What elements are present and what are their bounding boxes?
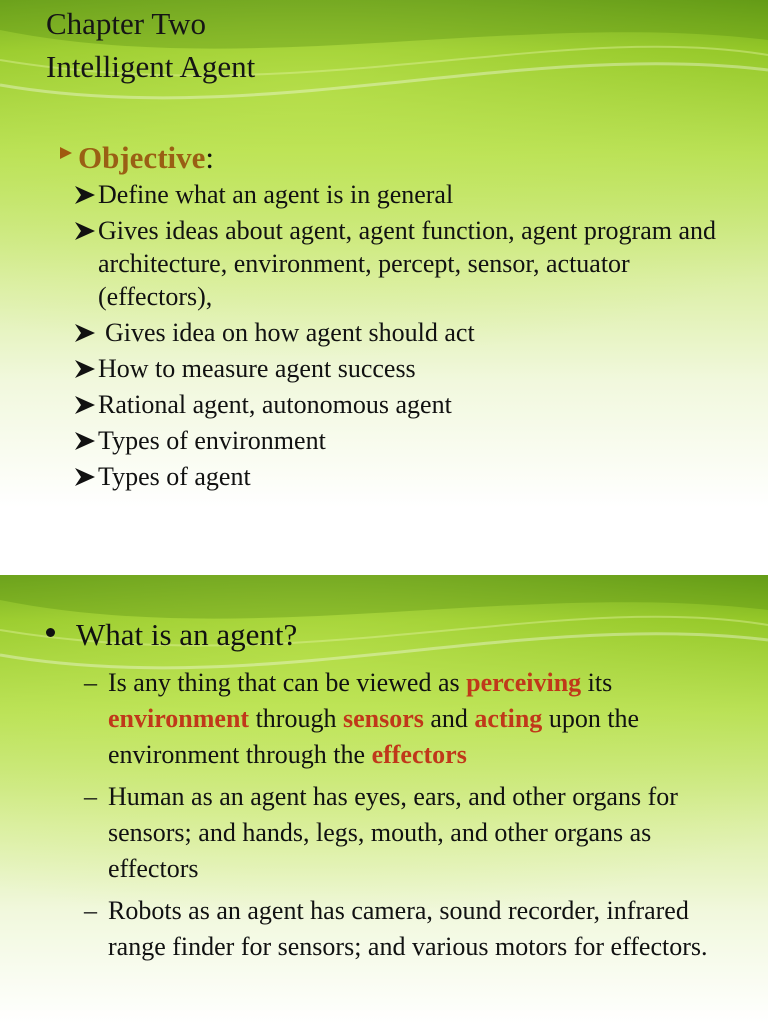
list-item <box>74 460 738 493</box>
list-item-text: Human as an agent has eyes, ears, and other organs for sensors; and hands, legs, mouth, and other organs as effectors <box>108 782 678 883</box>
arrowhead-icon <box>74 431 96 451</box>
dash-icon: – <box>84 896 97 925</box>
list-item <box>74 316 745 349</box>
list-item <box>74 424 738 457</box>
objective-list <box>74 178 745 496</box>
title-line-2: Intelligent Agent <box>46 49 256 84</box>
highlight-perceiving: perceiving <box>466 668 582 697</box>
arrowhead-icon <box>74 221 96 241</box>
dash-icon: – <box>84 782 97 811</box>
slide-title <box>46 2 255 88</box>
highlight-acting: acting <box>474 704 543 733</box>
list-item <box>46 893 728 965</box>
text-segment: upon the environment through the <box>108 704 640 769</box>
highlight-sensors: sensors <box>342 704 424 733</box>
list-item-text: Gives ideas about agent, agent function, agent program and architecture, environment, percept, sensor, actuator (effectors), <box>98 216 717 311</box>
text-segment: through <box>249 704 343 733</box>
objective-label: Objective <box>78 140 206 175</box>
title-line-1: Chapter Two <box>46 6 206 41</box>
triangle-right-icon <box>60 147 72 159</box>
agent-sub-list <box>46 665 728 971</box>
list-item-text: Robots as an agent has camera, sound recorder, infrared range finder for sensors; and various motors for effectors. <box>108 896 708 961</box>
highlight-effectors: effectors <box>371 740 467 769</box>
agent-definition-list <box>46 615 297 655</box>
list-item <box>46 779 728 887</box>
list-item-text: Types of environment <box>98 426 326 455</box>
arrowhead-icon <box>74 185 96 205</box>
arrowhead-icon <box>74 359 96 379</box>
text-segment: Is any thing that can be viewed as <box>108 668 467 697</box>
arrowhead-icon <box>74 323 96 343</box>
list-item <box>74 388 738 421</box>
list-item-text: Define what an agent is in general <box>98 180 454 209</box>
bullet-dot-icon <box>46 628 55 637</box>
heading-text: What is an agent? <box>76 617 298 652</box>
list-item <box>74 214 738 313</box>
highlight-environment: environment <box>108 704 250 733</box>
list-item-text: Types of agent <box>98 462 251 491</box>
list-item <box>46 665 728 773</box>
list-item <box>74 178 738 211</box>
objective-heading <box>60 138 214 178</box>
slide-2 <box>0 575 768 1024</box>
list-item-text: Rational agent, autonomous agent <box>98 390 452 419</box>
arrowhead-icon <box>74 467 96 487</box>
text-segment: and <box>423 704 475 733</box>
arrowhead-icon <box>74 395 96 415</box>
slide-1 <box>0 0 768 508</box>
list-item-text: Gives idea on how agent should act <box>105 318 475 347</box>
dash-icon: – <box>84 668 97 697</box>
list-item-text: How to measure agent success <box>98 354 416 383</box>
list-item <box>74 352 738 385</box>
list-item-heading <box>46 615 297 655</box>
objective-colon: : <box>205 140 215 175</box>
text-segment: its <box>581 668 613 697</box>
